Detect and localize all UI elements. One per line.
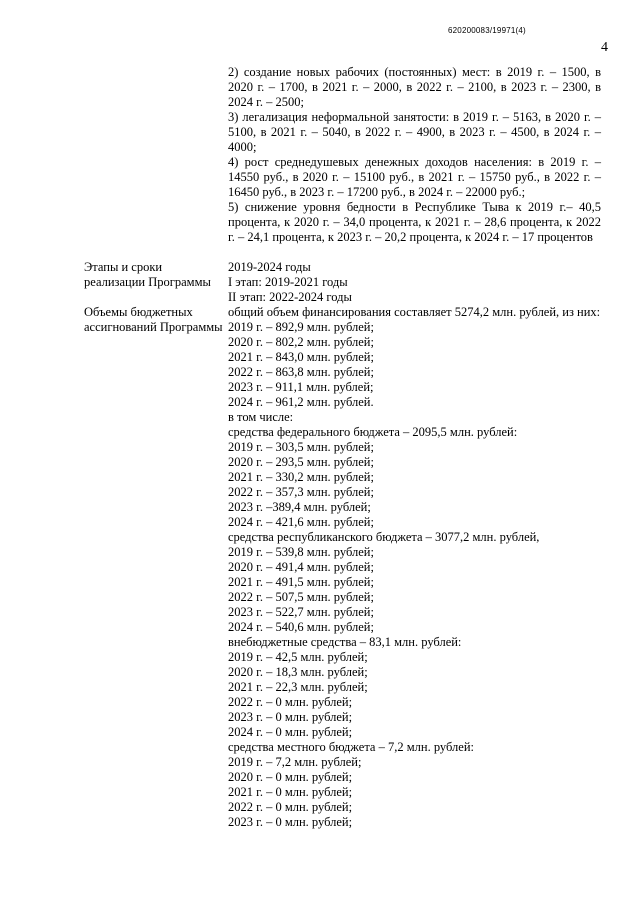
stages-line: I этап: 2019-2021 годы	[228, 275, 348, 289]
budget-line: в том числе:	[228, 410, 294, 424]
goal-item: 5) снижение уровня бедности в Республике Тыва к 2019 г.– 40,5 процента, к 2020 г. – 34,0 процента, к 2021 г. – 28,6 процента, к 2022 г. – 24,1 процента, к 2023 г. – 20,2 процента, к 2024 г. – 17 процентов	[228, 200, 601, 244]
budget-line: 2020 г. – 293,5 млн. рублей;	[228, 455, 374, 469]
budget-line: 2023 г. – 911,1 млн. рублей;	[228, 380, 374, 394]
budget-line: средства местного бюджета – 7,2 млн. рублей:	[228, 740, 474, 754]
stages-content	[228, 260, 601, 305]
budget-line: 2020 г. – 0 млн. рублей;	[228, 770, 353, 784]
budget-line: 2020 г. – 18,3 млн. рублей;	[228, 665, 368, 679]
budget-line: 2020 г. – 802,2 млн. рублей;	[228, 335, 374, 349]
budget-intro: общий объем финансирования составляет 5274,2 млн. рублей, из них:	[228, 305, 601, 319]
budget-line: 2023 г. – 0 млн. рублей;	[228, 815, 353, 829]
document-id: 620200083/19971(4)	[448, 26, 526, 35]
stages-line: II этап: 2022-2024 годы	[228, 290, 352, 304]
budget-line: 2021 г. – 22,3 млн. рублей;	[228, 680, 368, 694]
budget-content	[228, 305, 601, 830]
budget-line: 2022 г. – 0 млн. рублей;	[228, 695, 353, 709]
goals-content	[228, 65, 601, 245]
stages-label: Этапы и сроки реализации Программы	[84, 260, 211, 289]
budget-line: 2019 г. – 539,8 млн. рублей;	[228, 545, 374, 559]
budget-line: 2021 г. – 843,0 млн. рублей;	[228, 350, 374, 364]
budget-line: 2023 г. – 522,7 млн. рублей;	[228, 605, 374, 619]
budget-line: 2021 г. – 491,5 млн. рублей;	[228, 575, 374, 589]
budget-line: 2024 г. – 961,2 млн. рублей.	[228, 395, 374, 409]
budget-line: 2023 г. –389,4 млн. рублей;	[228, 500, 371, 514]
budget-line: 2019 г. – 892,9 млн. рублей;	[228, 320, 374, 334]
budget-line: средства федерального бюджета – 2095,5 млн. рублей:	[228, 425, 518, 439]
goal-item: 4) рост среднедушевых денежных доходов населения: в 2019 г. – 14550 руб., в 2020 г. – 15100 руб., в 2021 г. – 15750 руб., в 2022 г. – 16450 руб., в 2023 г. – 17200 руб., в 2024 г. – 22000 руб.;	[228, 155, 601, 199]
budget-line: 2022 г. – 357,3 млн. рублей;	[228, 485, 374, 499]
budget-line: 2022 г. – 863,8 млн. рублей;	[228, 365, 374, 379]
budget-line: 2023 г. – 0 млн. рублей;	[228, 710, 353, 724]
budget-lines	[228, 320, 601, 830]
budget-line: 2019 г. – 7,2 млн. рублей;	[228, 755, 362, 769]
stages-line: 2019-2024 годы	[228, 260, 311, 274]
budget-label: Объемы бюджетных ассигнований Программы	[84, 305, 223, 334]
budget-line: внебюджетные средства – 83,1 млн. рублей:	[228, 635, 462, 649]
budget-line: 2022 г. – 0 млн. рублей;	[228, 800, 353, 814]
goal-item: 2) создание новых рабочих (постоянных) мест: в 2019 г. – 1500, в 2020 г. – 1700, в 2021 г. – 2000, в 2022 г. – 2100, в 2023 г. – 2300, в 2024 г. – 2500;	[228, 65, 601, 109]
budget-line: 2021 г. – 330,2 млн. рублей;	[228, 470, 374, 484]
budget-line: 2024 г. – 0 млн. рублей;	[228, 725, 353, 739]
page-number: 4	[601, 40, 608, 55]
budget-line: 2020 г. – 491,4 млн. рублей;	[228, 560, 374, 574]
budget-line: 2019 г. – 303,5 млн. рублей;	[228, 440, 374, 454]
budget-line: 2021 г. – 0 млн. рублей;	[228, 785, 353, 799]
budget-line: 2024 г. – 421,6 млн. рублей;	[228, 515, 374, 529]
budget-line: 2022 г. – 507,5 млн. рублей;	[228, 590, 374, 604]
budget-line: средства республиканского бюджета – 3077,2 млн. рублей,	[228, 530, 540, 544]
budget-line: 2024 г. – 540,6 млн. рублей;	[228, 620, 374, 634]
budget-line: 2019 г. – 42,5 млн. рублей;	[228, 650, 368, 664]
goal-item: 3) легализация неформальной занятости: в 2019 г. – 5163, в 2020 г. – 5100, в 2021 г. – 5040, в 2022 г. – 4900, в 2023 г. – 4500, в 2024 г. – 4000;	[228, 110, 601, 154]
